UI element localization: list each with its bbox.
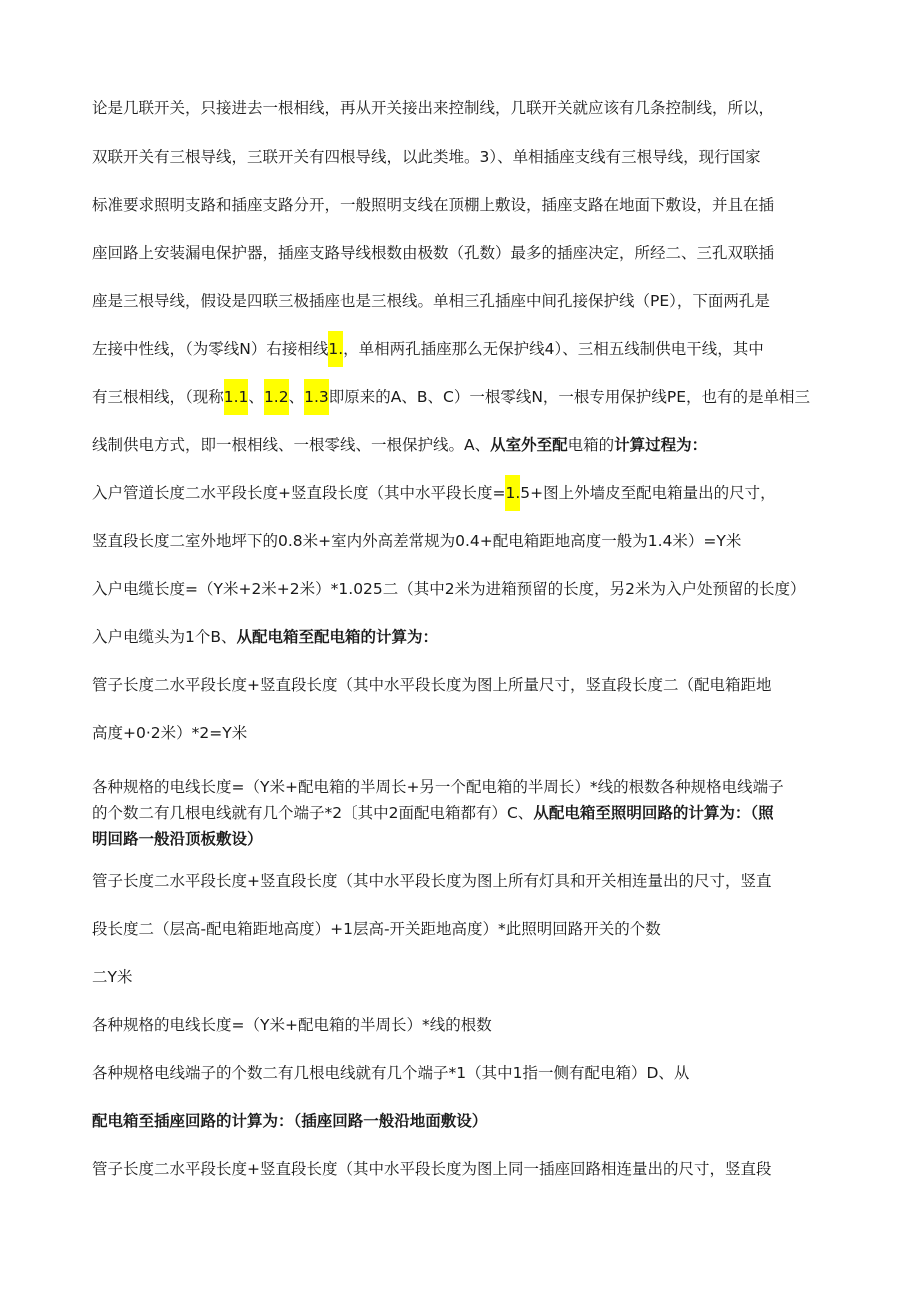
text-segment: 各种规格电线端子的个数二有几根电线就有几个端子*1（其中1指一侧有配电箱）D、从: [92, 1064, 690, 1082]
text-line: [92, 387, 810, 407]
bold-text: 计算过程为：: [614, 436, 708, 454]
highlighted-text: 1.: [328, 331, 343, 367]
text-segment: 论是几联开关，只接进去一根相线，再从开关接出来控制线，几联开关就应该有几条控制线，所以，: [92, 99, 775, 117]
text-line: [92, 435, 707, 455]
text-segment: 即原来的A、B、C）一根零线N，一根专用保护线PE，也有的是单相三: [328, 388, 811, 406]
text-segment: ，单相两孔插座那么无保护线4）、三相五线制供电干线，其中: [343, 340, 764, 358]
text-segment: 管子长度二水平段长度+竖直段长度（其中水平段长度为图上同一插座回路相连量出的尺寸，竖直段: [92, 1160, 772, 1178]
text-segment: 竖直段长度二室外地坪下的0.8米+室内外高差常规为0.4+配电箱距地高度一般为1.4米）=Y米: [92, 532, 742, 550]
highlighted-text: 1.: [505, 475, 520, 511]
text-line: [92, 291, 770, 311]
text-segment: 左接中性线，（为零线N）右接相线: [92, 340, 329, 358]
text-segment: 各种规格的电线长度=（Y米+配电箱的半周长+另一个配电箱的半周长）*线的根数各种规格电线端子: [92, 778, 784, 796]
text-line: [92, 675, 772, 695]
text-line: [92, 98, 774, 118]
text-line: [92, 195, 774, 215]
bold-text: 明回路一般沿顶板敷设）: [92, 830, 263, 848]
text-line: [92, 483, 776, 503]
text-line: [92, 531, 741, 551]
text-segment: 、: [288, 388, 305, 406]
text-line: [92, 243, 774, 263]
text-segment: 有三根相线，（现称: [92, 388, 224, 406]
text-line: [92, 147, 761, 167]
highlighted-text: 1.3: [304, 379, 329, 415]
highlighted-text: 1.2: [264, 379, 289, 415]
text-line: [92, 967, 132, 987]
text-segment: 高度+0·2米）*2=Y米: [92, 724, 248, 742]
text-segment: 电箱的: [567, 436, 615, 454]
text-segment: 的个数二有几根电线就有几个端子*2〔其中2面配电箱都有）C、: [92, 804, 534, 822]
text-line: [92, 803, 774, 823]
text-line: [92, 919, 661, 939]
bold-text: 从室外至配: [490, 436, 568, 454]
text-line: [92, 1111, 487, 1131]
text-line: [92, 627, 438, 647]
text-line: [92, 723, 247, 743]
text-segment: 管子长度二水平段长度+竖直段长度（其中水平段长度为图上所量尺寸，竖直段长度二（配电箱距地: [92, 676, 772, 694]
text-segment: 段长度二（层高-配电箱距地高度）+1层高-开关距地高度）*此照明回路开关的个数: [92, 920, 661, 938]
bold-text: 从配电箱至照明回路的计算为：（照: [533, 804, 774, 822]
text-segment: 5+图上外墙皮至配电箱量出的尺寸，: [520, 484, 776, 502]
text-line: [92, 1015, 492, 1035]
text-segment: 管子长度二水平段长度+竖直段长度（其中水平段长度为图上所有灯具和开关相连量出的尺寸，竖直: [92, 872, 772, 890]
text-segment: 入户电缆长度=（Y米+2米+2米）*1.025二（其中2米为进箱预留的长度，另2米为入户处预留的长度）: [92, 580, 806, 598]
text-segment: 二Y米: [92, 968, 133, 986]
text-line: [92, 829, 263, 849]
text-line: [92, 1159, 772, 1179]
text-segment: 、: [248, 388, 264, 406]
bold-text: 配电箱至插座回路的计算为：（插座回路一般沿地面敷设）: [92, 1112, 488, 1130]
text-segment: 入户电缆头为1个B、: [92, 628, 237, 646]
text-segment: 座回路上安装漏电保护器，插座支路导线根数由极数（孔数）最多的插座决定，所经二、三孔双联插: [92, 244, 775, 262]
text-line: [92, 777, 784, 797]
text-line: [92, 1063, 689, 1083]
text-segment: 标准要求照明支路和插座支路分开，一般照明支线在顶棚上敷设，插座支路在地面下敷设，并且在插: [92, 196, 775, 214]
text-segment: 各种规格的电线长度=（Y米+配电箱的半周长）*线的根数: [92, 1016, 492, 1034]
text-line: [92, 871, 772, 891]
text-segment: 座是三根导线，假设是四联三极插座也是三根线。单相三孔插座中间孔接保护线（PE），下面两孔是: [92, 292, 770, 310]
text-line: [92, 339, 764, 359]
bold-text: 从配电箱至配电箱的计算为：: [236, 628, 439, 646]
text-line: [92, 579, 806, 599]
highlighted-text: 1.1: [224, 379, 249, 415]
text-segment: 线制供电方式，即一根相线、一根零线、一根保护线。A、: [92, 436, 491, 454]
text-segment: 双联开关有三根导线，三联开关有四根导线，以此类堆。3）、单相插座支线有三根导线，现行国家: [92, 148, 761, 166]
text-segment: 入户管道长度二水平段长度+竖直段长度（其中水平段长度=: [92, 484, 506, 502]
